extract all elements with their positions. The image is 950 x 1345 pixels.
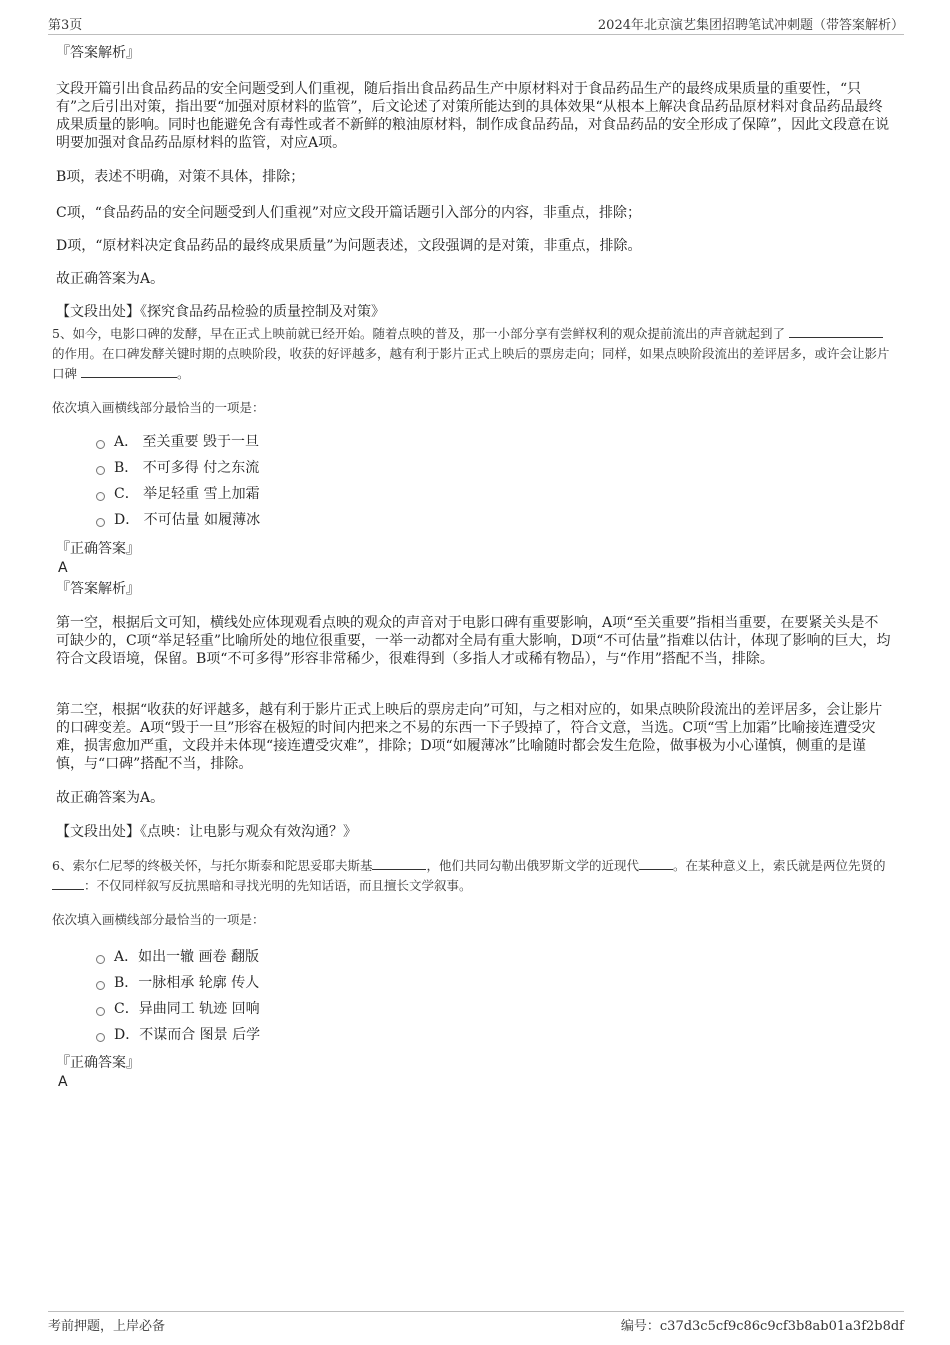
- option-label: A． 至关重要 毁于一旦: [114, 434, 260, 450]
- radio-icon[interactable]: [96, 981, 105, 990]
- option-d[interactable]: [96, 1022, 260, 1048]
- analysis-heading: 『答案解析』: [56, 45, 140, 61]
- options-list: [56, 944, 260, 1048]
- passage-source: 【文段出处】《探究食品药品检验的质量控制及对策》: [56, 304, 385, 320]
- footer-slogan: 考前押题，上岸必备: [48, 1319, 166, 1334]
- radio-icon[interactable]: [96, 1007, 105, 1016]
- question-stem-part: 的作用。在口碑发酵关键时期的点映阶段，收获的好评越多，越有利于影片正式上映后的票房走向；同样，如果点映阶段流出的差评居多，或许会让影片口碑: [52, 346, 890, 381]
- document-title: 2024年北京演艺集团招聘笔试冲刺题（带答案解析）: [597, 18, 904, 33]
- question-stem: [52, 324, 892, 384]
- page-number: 第3页: [48, 18, 83, 33]
- option-label: A．如出一辙 画卷 翻版: [114, 949, 260, 965]
- option-c[interactable]: [96, 996, 260, 1022]
- passage-source: 【文段出处】《点映：让电影与观众有效沟通？》: [56, 824, 357, 840]
- analysis-option-b: B项，表述不明确，对策不具体，排除；: [56, 169, 305, 185]
- question-instruction: 依次填入画横线部分最恰当的一项是：: [52, 400, 265, 415]
- analysis-paragraph: 文段开篇引出食品药品的安全问题受到人们重视，随后指出食品药品生产中原材料对于食品药品生产的最终成果质量的重要性，“只有”之后引出对策，指出要“加强对原材料的监管”，后文论述了对策所能达到的具体效果“从根本上解决食品药品原材料对食品药品最终成果质量的影响。同时也能避免含有毒性或者不新鲜的粮油原材料，制作成食品药品，对食品药品的安全形成了保障”，因此文段意在说明要加强对食品药品原材料的监管，对应A项。: [56, 81, 890, 151]
- option-d[interactable]: [96, 507, 260, 533]
- option-label: D． 不可估量 如履薄冰: [114, 512, 261, 528]
- question-instruction: 依次填入画横线部分最恰当的一项是：: [52, 912, 265, 927]
- radio-icon[interactable]: [96, 440, 105, 449]
- page-footer: [48, 1311, 904, 1336]
- correct-answer: A: [58, 560, 68, 576]
- question-stem-part: ，他们共同勾勒出俄罗斯文学的近现代: [426, 858, 639, 873]
- answer-conclusion: 故正确答案为A。: [56, 271, 165, 287]
- option-label: D．不谋而合 图景 后学: [114, 1027, 261, 1043]
- option-label: C． 举足轻重 雪上加霜: [114, 486, 260, 502]
- option-b[interactable]: [96, 970, 260, 996]
- question-stem-part: ：不仅同样叙写反抗黑暗和寻找光明的先知话语，而且擅长文学叙事。: [84, 878, 472, 893]
- question-stem-part: 。: [177, 366, 190, 381]
- analysis-option-d: D项，“原材料决定食品药品的最终成果质量”为问题表述，文段强调的是对策，非重点，排除。: [56, 238, 642, 254]
- fill-blank: [639, 857, 673, 870]
- analysis-paragraph: 第二空，根据“收获的好评越多，越有利于影片正式上映后的票房走向”可知，与之相对应的，如果点映阶段流出的差评居多，会让影片的口碑变差。A项“毁于一旦”形容在极短的时间内把来之不易的东西一下子毁掉了，符合文意，当选。C项“雪上加霜”比喻接连遭受灾难，损害愈加严重，文段并未体现“接连遭受灾难”，排除；D项“如履薄冰”比喻随时都会发生危险，做事极为小心谨慎，侧重的是谨慎，与“口碑”搭配不当，排除。: [56, 702, 883, 772]
- radio-icon[interactable]: [96, 466, 105, 475]
- document-code: 编号：c37d3c5cf9c86c9cf3b8ab01a3f2b8df: [620, 1319, 904, 1334]
- option-label: B．一脉相承 轮廓 传人: [114, 975, 260, 991]
- correct-answer: A: [58, 1074, 68, 1090]
- option-c[interactable]: [96, 481, 260, 507]
- answer-heading: 『正确答案』: [56, 1055, 140, 1071]
- radio-icon[interactable]: [96, 955, 105, 964]
- question-stem: [52, 856, 892, 896]
- question-stem-part: 6、索尔仁尼琴的终极关怀，与托尔斯泰和陀思妥耶夫斯基: [52, 858, 373, 873]
- answer-conclusion: 故正确答案为A。: [56, 790, 165, 806]
- question-stem-part: 5、如今，电影口碑的发酵，早在正式上映前就已经开始。随着点映的普及，那一小部分享有尝鲜权利的观众提前流出的声音就起到了: [52, 326, 785, 341]
- options-list: [56, 429, 260, 533]
- radio-icon[interactable]: [96, 1033, 105, 1042]
- answer-heading: 『正确答案』: [56, 541, 140, 557]
- option-a[interactable]: [96, 429, 260, 455]
- page-header: [48, 14, 904, 35]
- option-b[interactable]: [96, 455, 260, 481]
- option-label: B． 不可多得 付之东流: [114, 460, 260, 476]
- option-a[interactable]: [96, 944, 260, 970]
- radio-icon[interactable]: [96, 492, 105, 501]
- analysis-option-c: C项，“食品药品的安全问题受到人们重视”对应文段开篇话题引入部分的内容，非重点，排除；: [56, 205, 642, 221]
- question-stem-part: 。在某种意义上，索氏就是两位先贤的: [672, 858, 886, 873]
- analysis-paragraph: 第一空，根据后文可知，横线处应体现观看点映的观众的声音对于电影口碑有重要影响，A项“至关重要”指相当重要，在要紧关头是不可缺少的，C项“举足轻重”比喻所处的地位很重要，一举一动都对全局有重大影响，D项“不可估量”指难以估计，体现了影响的巨大，均符合文段语境，保留。B项“不可多得”形容非常稀少，很难得到（多指人才或稀有物品），与“作用”搭配不当，排除。: [56, 615, 891, 667]
- fill-blank: [81, 365, 177, 378]
- fill-blank: [52, 877, 84, 890]
- analysis-heading: 『答案解析』: [56, 581, 140, 597]
- fill-blank: [789, 325, 883, 338]
- radio-icon[interactable]: [96, 518, 105, 527]
- fill-blank: [372, 857, 426, 870]
- option-label: C．异曲同工 轨迹 回响: [114, 1001, 260, 1017]
